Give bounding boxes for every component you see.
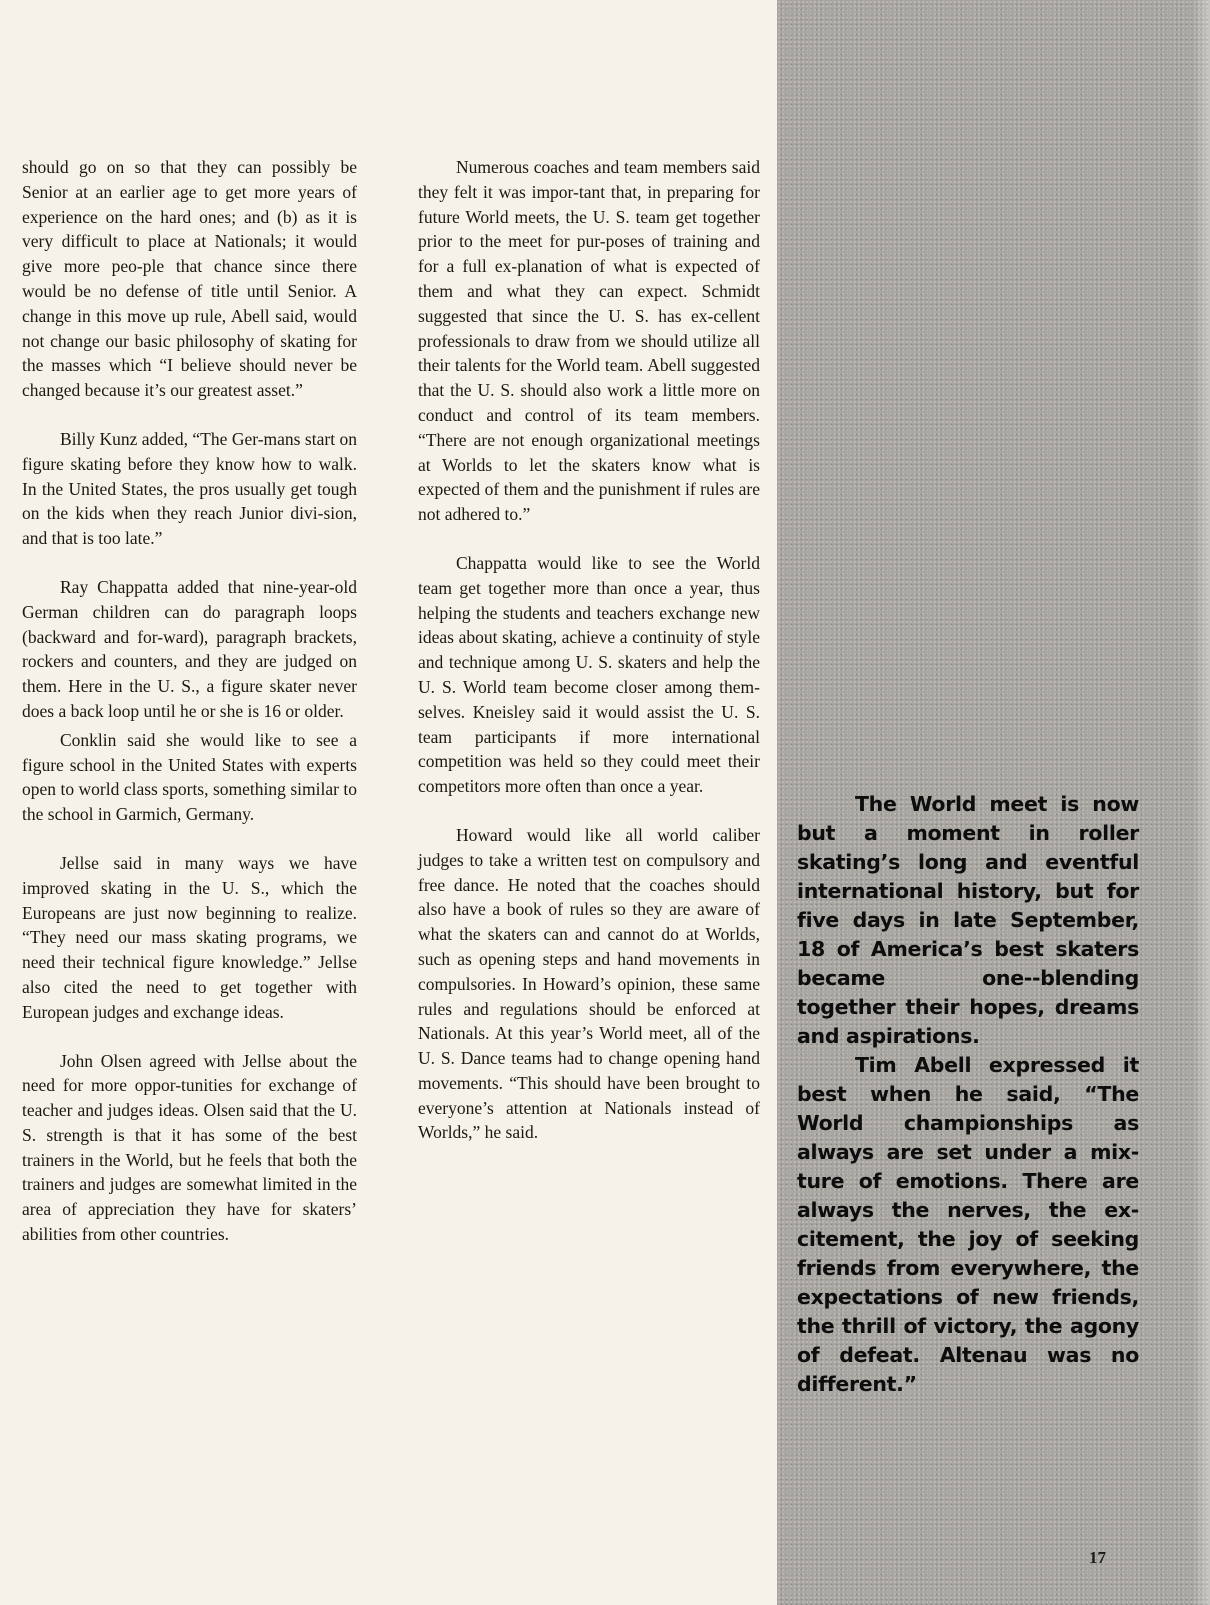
page-number: 17 (1089, 1548, 1106, 1567)
pull-quote-paragraph-2: Tim Abell expressed it best when he said, “The World championships as always are set under a mix-ture of emotions. There are always the nerves, the ex-citement, the joy of seeking friends from everywhere, the expectations of new friends, the thrill of victory, the agony of defeat. Altenau was no different.” (797, 1053, 1139, 1396)
paragraph-kunz: Billy Kunz added, “The Ger-mans start on figure skating before they know how to walk. In the United States, the pros usually get tough on the kids when they reach Junior divi-sion, and that is too late.” (22, 428, 357, 549)
article-column-left (22, 155, 357, 1247)
article-column-middle (418, 155, 760, 1145)
paragraph-chappatta: Ray Chappatta added that nine-year-old German children can do paragraph loops (backward and for-ward), paragraph brackets, rockers and counters, and they are judged on them. Here in the U. S., a figure skater never does a back loop until he or she is 16 or older. (22, 576, 357, 721)
paragraph-jellse: Jellse said in many ways we have improved skating in the U. S., which the Europeans are just now beginning to realize. “They need our mass skating programs, we need their technical figure knowledge.” Jellse also cited the need to get together with European judges and exchange ideas. (22, 852, 357, 1022)
paragraph-howard: Howard would like all world caliber judges to take a written test on compulsory and free dance. He noted that the coaches should also have a book of rules so they are aware of what the skaters can and cannot do at Worlds, such as opening steps and hand movements in compulsories. In Howard’s opinion, these same rules and regulations should be enforced at Nationals. At this year’s World meet, all of the U. S. Dance teams had to change opening hand movements. “This should have been brought to everyone’s attention at Nationals instead of Worlds,” he said. (418, 824, 760, 1143)
paragraph-chappatta-world-team: Chappatta would like to see the World team get together more than once a year, thus helping the students and teachers exchange new ideas about skating, achieve a continuity of style and technique among U. S. skaters and help the U. S. World team become closer among them-selves. Kneisley said it would assist the U. S. team participants if more international competition was held so they could meet their competitors more often than once a year. (418, 552, 760, 797)
pull-quote-paragraph-1: The World meet is now but a moment in roller skating’s long and eventful international history, but for five days in late September, 18 of America’s best skaters became one--blending together their hopes, dreams and aspirations. (797, 792, 1139, 1048)
paragraph-olsen: John Olsen agreed with Jellse about the need for more oppor-tunities for exchange of teacher and judges ideas. Olsen said that the U. S. strength is that it has some of the best trainers in the World, but he feels that both the trainers and judges are somewhat limited in the area of appreciation they have for skaters’ abilities from other countries. (22, 1050, 357, 1245)
paragraph-conklin: Conklin said she would like to see a figure school in the United States with experts open to world class sports, something similar to the school in Garmich, Germany. (22, 729, 357, 825)
paragraph-abell-move-up: should go on so that they can possibly be Senior at an earlier age to get more years of experience on the hard ones; and (b) as it is very difficult to place at Nationals; it would give more peo-ple that chance since there would be no defense of title until Senior. A change in this move up rule, Abell said, would not change our basic philosophy of skating for the masses which “I believe should never be changed because it’s our greatest asset.” (22, 157, 357, 401)
pull-quote (797, 790, 1139, 1399)
paragraph-coaches: Numerous coaches and team members said they felt it was impor-tant that, in preparing for future World meets, the U. S. team get together prior to the meet for pur-poses of training and for a full ex-planation of what is expected of them and what they can expect. Schmidt suggested that since the U. S. has ex-cellent professionals to draw from we should utilize all their talents for the World team. Abell suggested that the U. S. should also work a little more on conduct and control of its team members. “There are not enough organizational meetings at Worlds to let the skaters know what is expected of them and the punishment if rules are not adhered to.” (418, 157, 760, 525)
